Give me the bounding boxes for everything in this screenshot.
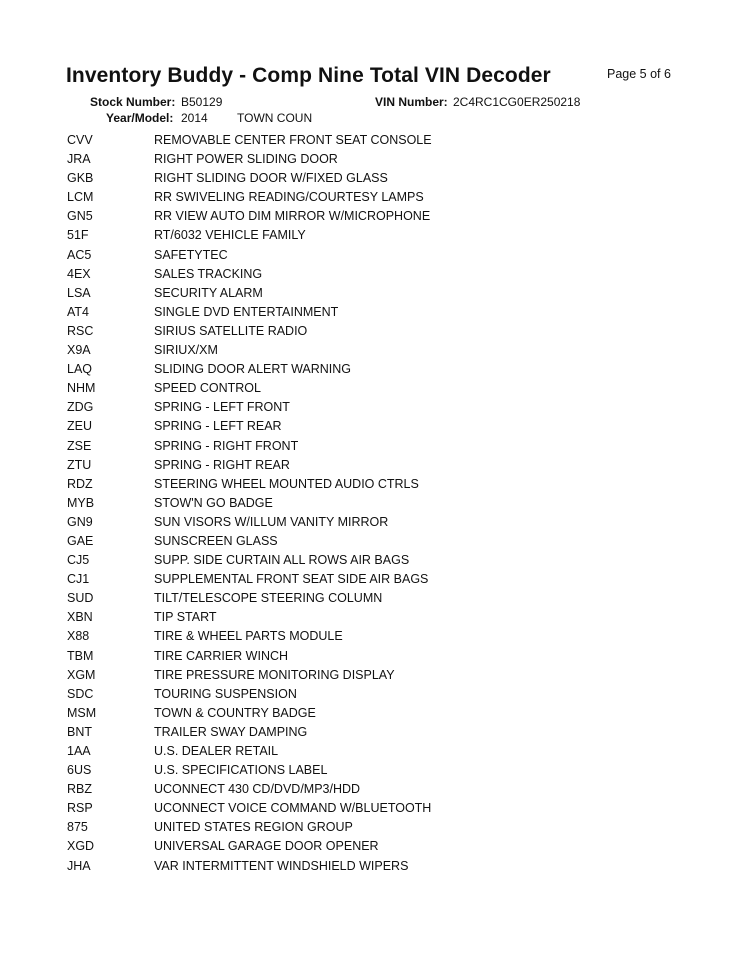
option-description: SUN VISORS W/ILLUM VANITY MIRROR: [154, 514, 389, 529]
page-title: Inventory Buddy - Comp Nine Total VIN Decoder: [66, 64, 551, 87]
option-description: UCONNECT 430 CD/DVD/MP3/HDD: [154, 782, 361, 797]
list-item: [0, 666, 742, 685]
option-description: SINGLE DVD ENTERTAINMENT: [154, 304, 339, 319]
list-item: [0, 799, 742, 818]
option-description: SALES TRACKING: [154, 266, 263, 281]
option-code: RBZ: [67, 782, 92, 797]
option-code: LCM: [67, 190, 94, 205]
option-description: SPEED CONTROL: [154, 381, 261, 396]
option-description: RIGHT POWER SLIDING DOOR: [154, 152, 338, 167]
option-description: SUPPLEMENTAL FRONT SEAT SIDE AIR BAGS: [154, 572, 429, 587]
option-code: X88: [67, 629, 90, 644]
list-item: [0, 398, 742, 417]
option-description: TRAILER SWAY DAMPING: [154, 724, 308, 739]
list-item: [0, 857, 742, 876]
list-item: [0, 627, 742, 646]
option-code: 6US: [67, 763, 92, 778]
option-code: ZDG: [67, 400, 94, 415]
year-model-label: Year/Model:: [106, 111, 174, 125]
option-description: TIRE CARRIER WINCH: [154, 648, 289, 663]
list-item: [0, 685, 742, 704]
list-item: [0, 265, 742, 284]
list-item: [0, 837, 742, 856]
option-code: 51F: [67, 228, 89, 243]
stock-number-label: Stock Number:: [90, 95, 176, 109]
list-item: [0, 704, 742, 723]
option-code: RDZ: [67, 476, 93, 491]
option-description: REMOVABLE CENTER FRONT SEAT CONSOLE: [154, 133, 432, 147]
options-list: [0, 131, 742, 876]
list-item: [0, 647, 742, 666]
option-code: SUD: [67, 591, 94, 606]
option-description: TILT/TELESCOPE STEERING COLUMN: [154, 591, 383, 606]
option-code: GAE: [67, 533, 94, 548]
option-code: 1AA: [67, 744, 91, 758]
list-item: [0, 723, 742, 742]
list-item: [0, 246, 742, 265]
option-description: SUPP. SIDE CURTAIN ALL ROWS AIR BAGS: [154, 553, 410, 568]
option-description: UCONNECT VOICE COMMAND W/BLUETOOTH: [154, 801, 432, 816]
option-code: XBN: [67, 610, 93, 625]
list-item: [0, 303, 742, 322]
option-description: UNIVERSAL GARAGE DOOR OPENER: [154, 839, 379, 854]
list-item: [0, 589, 742, 608]
option-code: JHA: [67, 858, 91, 873]
option-description: STOW'N GO BADGE: [154, 495, 273, 510]
option-description: SIRIUX/XM: [154, 343, 218, 358]
option-code: AT4: [67, 304, 89, 319]
option-description: RR SWIVELING READING/COURTESY LAMPS: [154, 190, 424, 205]
list-item: [0, 379, 742, 398]
stock-number-value: B50129: [181, 95, 223, 109]
option-code: LSA: [67, 285, 91, 300]
option-code: MYB: [67, 495, 95, 510]
list-item: [0, 226, 742, 245]
year-value: 2014: [181, 111, 208, 125]
list-item: [0, 417, 742, 436]
option-code: RSC: [67, 323, 94, 338]
option-description: TOURING SUSPENSION: [154, 686, 297, 701]
list-item: [0, 818, 742, 837]
option-code: ZTU: [67, 457, 92, 472]
option-description: SIRIUS SATELLITE RADIO: [154, 323, 308, 338]
list-item: [0, 131, 742, 150]
option-description: SAFETYTEC: [154, 247, 228, 262]
model-value: TOWN COUN: [237, 111, 313, 125]
list-item: [0, 456, 742, 475]
option-description: TIRE PRESSURE MONITORING DISPLAY: [154, 667, 395, 682]
option-code: JRA: [67, 152, 91, 167]
list-item: [0, 780, 742, 799]
vin-number-label: VIN Number:: [375, 95, 448, 109]
list-item: [0, 608, 742, 627]
list-item: [0, 150, 742, 169]
option-code: ZEU: [67, 419, 92, 434]
list-item: [0, 207, 742, 226]
list-item: [0, 341, 742, 360]
option-description: RIGHT SLIDING DOOR W/FIXED GLASS: [154, 171, 388, 186]
option-description: SECURITY ALARM: [154, 285, 263, 300]
list-item: [0, 570, 742, 589]
list-item: [0, 360, 742, 379]
option-description: SUNSCREEN GLASS: [154, 533, 278, 548]
option-description: TIRE & WHEEL PARTS MODULE: [154, 629, 343, 644]
option-code: TBM: [67, 648, 94, 663]
option-code: CJ1: [67, 572, 90, 587]
option-code: XGM: [67, 667, 96, 682]
option-code: CVV: [67, 133, 93, 147]
option-code: LAQ: [67, 362, 93, 377]
page-number: Page 5 of 6: [607, 67, 671, 81]
option-code: CJ5: [67, 553, 90, 568]
option-code: MSM: [67, 705, 97, 720]
list-item: [0, 742, 742, 761]
option-description: SLIDING DOOR ALERT WARNING: [154, 362, 352, 377]
list-item: [0, 761, 742, 780]
list-item: [0, 532, 742, 551]
option-code: 875: [67, 820, 88, 835]
option-description: SPRING - LEFT FRONT: [154, 400, 290, 415]
option-code: X9A: [67, 343, 91, 358]
list-item: [0, 551, 742, 570]
option-code: GN9: [67, 514, 93, 529]
option-code: XGD: [67, 839, 95, 854]
vin-number-value: 2C4RC1CG0ER250218: [453, 95, 581, 109]
list-item: [0, 169, 742, 188]
option-code: GN5: [67, 209, 93, 224]
list-item: [0, 322, 742, 341]
option-description: U.S. DEALER RETAIL: [154, 744, 279, 758]
option-description: RT/6032 VEHICLE FAMILY: [154, 228, 306, 243]
option-description: RR VIEW AUTO DIM MIRROR W/MICROPHONE: [154, 209, 431, 224]
option-code: NHM: [67, 381, 96, 396]
option-description: STEERING WHEEL MOUNTED AUDIO CTRLS: [154, 476, 419, 491]
option-description: U.S. SPECIFICATIONS LABEL: [154, 763, 328, 778]
option-code: RSP: [67, 801, 93, 816]
option-code: GKB: [67, 171, 94, 186]
list-item: [0, 475, 742, 494]
list-item: [0, 437, 742, 456]
list-item: [0, 494, 742, 513]
option-description: SPRING - RIGHT FRONT: [154, 438, 299, 453]
list-item: [0, 188, 742, 207]
option-description: TOWN & COUNTRY BADGE: [154, 705, 316, 720]
list-item: [0, 513, 742, 532]
option-code: SDC: [67, 686, 94, 701]
option-description: TIP START: [154, 610, 217, 625]
option-code: BNT: [67, 724, 92, 739]
option-code: 4EX: [67, 266, 91, 281]
option-description: UNITED STATES REGION GROUP: [154, 820, 353, 835]
option-description: VAR INTERMITTENT WINDSHIELD WIPERS: [154, 858, 409, 873]
option-description: SPRING - LEFT REAR: [154, 419, 282, 434]
option-description: SPRING - RIGHT REAR: [154, 457, 290, 472]
option-code: ZSE: [67, 438, 92, 453]
option-code: AC5: [67, 247, 92, 262]
list-item: [0, 284, 742, 303]
